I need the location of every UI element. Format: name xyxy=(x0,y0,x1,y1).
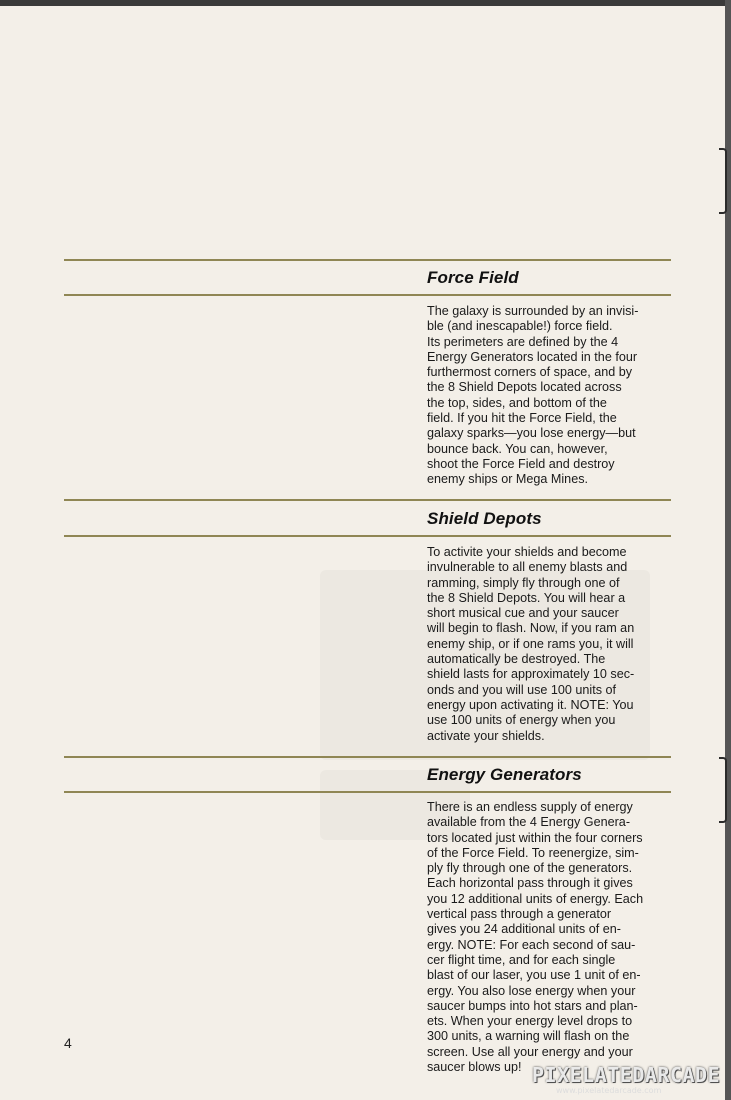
body-line: blast of our laser, you use 1 unit of en- xyxy=(427,968,641,983)
body-line: will begin to flash. Now, if you ram an xyxy=(427,621,635,636)
body-line: 300 units, a warning will flash on the xyxy=(427,1029,630,1044)
body-line: the 8 Shield Depots. You will hear a xyxy=(427,590,626,605)
body-line: you 12 additional units of energy. Each xyxy=(427,891,644,906)
body-line: ramming, simply fly through one of xyxy=(427,575,620,590)
body-line: invulnerable to all enemy blasts and xyxy=(427,560,628,575)
section-body-shield-depots xyxy=(427,545,677,744)
body-line: Each horizontal pass through it gives xyxy=(427,876,633,891)
body-line: enemy ship, or if one rams you, it will xyxy=(427,636,634,651)
staple-bottom xyxy=(719,757,727,823)
staple-top xyxy=(719,148,727,214)
section-heading-shield-depots: Shield Depots xyxy=(427,509,542,528)
body-line: onds and you will use 100 units of xyxy=(427,682,617,697)
body-line: ply fly through one of the generators. xyxy=(427,861,633,876)
section-body-force-field xyxy=(427,304,677,488)
body-line: short musical cue and your saucer xyxy=(427,606,619,621)
section-rule-bottom xyxy=(64,294,671,296)
section-rule-top xyxy=(64,259,671,261)
body-line: the 8 Shield Depots located across xyxy=(427,380,622,395)
body-line: Its perimeters are defined by the 4 xyxy=(427,334,619,349)
body-line: of the Force Field. To reenergize, sim- xyxy=(427,845,639,860)
section-rule-top xyxy=(64,499,671,501)
page-top-edge xyxy=(0,0,731,6)
body-line: activate your shields. xyxy=(427,728,545,743)
watermark-url: www.pixelatedarcade.com xyxy=(556,1086,662,1095)
body-line: vertical pass through a generator xyxy=(427,907,612,922)
body-line: Energy Generators located in the four xyxy=(427,349,638,364)
body-line: bounce back. You can, however, xyxy=(427,441,608,456)
body-line: galaxy sparks—you lose energy—but xyxy=(427,426,636,441)
body-line: shield lasts for approximately 10 sec- xyxy=(427,667,635,682)
body-line: energy upon activating it. NOTE: You xyxy=(427,697,634,712)
body-line: use 100 units of energy when you xyxy=(427,713,616,728)
section-heading-energy-generators: Energy Generators xyxy=(427,765,582,784)
body-line: ergy. You also lose energy when your xyxy=(427,983,636,998)
body-line: ble (and inescapable!) force field. xyxy=(427,319,613,334)
body-line: saucer blows up! xyxy=(427,1060,522,1075)
body-line: ets. When your energy level drops to xyxy=(427,1014,633,1029)
section-rule-bottom xyxy=(64,791,671,793)
body-line: furthermost corners of space, and by xyxy=(427,365,633,380)
body-line: tors located just within the four corners xyxy=(427,830,643,845)
section-rule-bottom xyxy=(64,535,671,537)
body-line: shoot the Force Field and destroy xyxy=(427,456,615,471)
body-line: The galaxy is surrounded by an invisi- xyxy=(427,304,639,318)
body-line: cer flight time, and for each single xyxy=(427,952,616,967)
body-line: saucer bumps into hot stars and plan- xyxy=(427,998,638,1013)
section-body-energy-generators xyxy=(427,800,677,1075)
body-line: enemy ships or Mega Mines. xyxy=(427,472,588,487)
body-line: available from the 4 Energy Genera- xyxy=(427,815,631,830)
body-line: the top, sides, and bottom of the xyxy=(427,395,607,410)
body-line: There is an endless supply of energy xyxy=(427,800,633,814)
watermark-logo: PIXELATEDARCADE xyxy=(532,1063,721,1087)
body-line: screen. Use all your energy and your xyxy=(427,1044,633,1059)
body-line: gives you 24 additional units of en- xyxy=(427,922,621,937)
page-number: 4 xyxy=(64,1035,72,1051)
body-line: automatically be destroyed. The xyxy=(427,652,606,667)
section-heading-force-field: Force Field xyxy=(427,268,519,287)
body-line: ergy. NOTE: For each second of sau- xyxy=(427,937,636,952)
body-line: To activite your shields and become xyxy=(427,545,627,559)
body-line: field. If you hit the Force Field, the xyxy=(427,411,617,426)
section-rule-top xyxy=(64,756,671,758)
